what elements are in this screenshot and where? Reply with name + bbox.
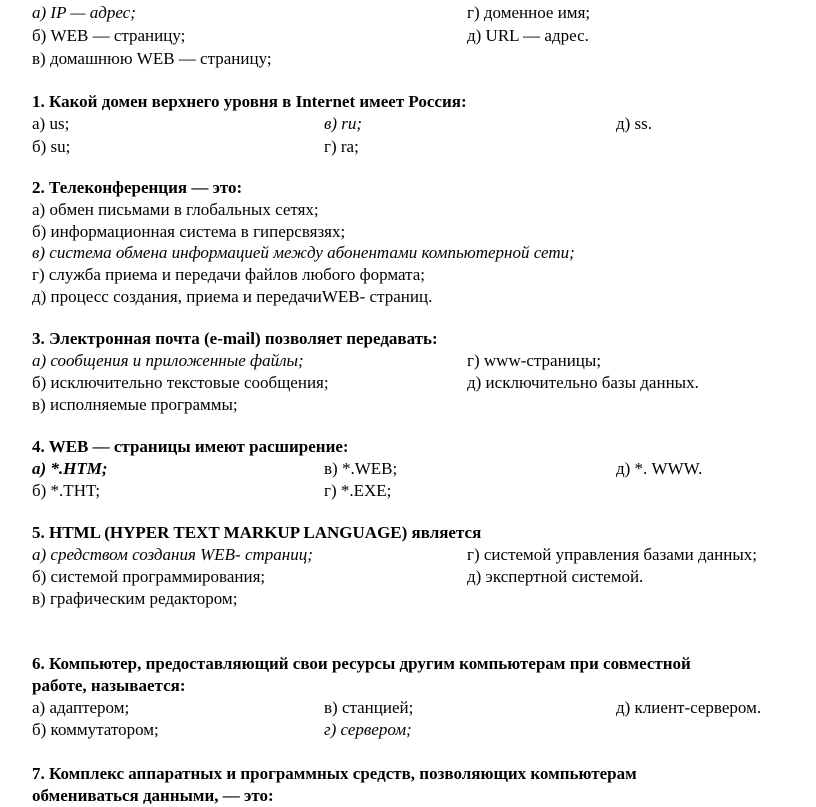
intro-option-g: г) доменное имя; <box>467 3 591 22</box>
q2-option-b: б) информационная система в гиперсвязях; <box>32 222 346 241</box>
q4-option-d: д) *. WWW. <box>616 459 703 478</box>
q6-option-b: б) коммутатором; <box>32 720 159 739</box>
q3-option-b: б) исключительно текстовые сообщения; <box>32 373 329 392</box>
q1-option-b: б) su; <box>32 137 71 156</box>
intro-option-d: д) URL — адрес. <box>467 26 589 45</box>
question-5-title: 5. HTML (HYPER TEXT MARKUP LANGUAGE) является <box>32 523 482 542</box>
intro-option-a: а) IP — адрес; <box>32 3 136 22</box>
q1-option-g: г) ra; <box>324 137 359 156</box>
intro-option-b: б) WEB — страницу; <box>32 26 186 45</box>
q3-option-g: г) www-страницы; <box>467 351 602 370</box>
q4-option-b: б) *.THT; <box>32 481 101 500</box>
q3-option-a: а) сообщения и приложенные файлы; <box>32 351 304 370</box>
q2-option-d: д) процесс создания, приема и передачиWEB- страниц. <box>32 287 433 306</box>
intro-option-v: в) домашнюю WEB — страницу; <box>32 49 272 68</box>
q1-option-d: д) ss. <box>616 114 653 133</box>
question-3-title: 3. Электронная почта (e-mail) позволяет передавать: <box>32 329 438 348</box>
q2-option-g: г) служба приема и передачи файлов любого формата; <box>32 265 426 284</box>
question-1-title: 1. Какой домен верхнего уровня в Internet имеет Россия: <box>32 92 467 111</box>
q2-option-v: в) система обмена информацией между абонентами компьютерной сети; <box>32 243 575 262</box>
question-6-title-line1: 6. Компьютер, предоставляющий свои ресурсы другим компьютерам при совместной <box>32 654 691 673</box>
q2-option-a: а) обмен письмами в глобальных сетях; <box>32 200 319 219</box>
q3-option-d: д) исключительно базы данных. <box>467 373 699 392</box>
q5-option-d: д) экспертной системой. <box>467 567 644 586</box>
q6-option-a: а) адаптером; <box>32 698 130 717</box>
q5-option-a: а) средством создания WEB- страниц; <box>32 545 313 564</box>
q6-option-g: г) сервером; <box>324 720 412 739</box>
question-6-title-line2: работе, называется: <box>32 676 186 695</box>
q6-option-v: в) станцией; <box>324 698 414 717</box>
q4-option-a: а) *.HTM; <box>32 459 108 478</box>
question-4-title: 4. WEB — страницы имеют расширение: <box>32 437 349 456</box>
q5-option-b: б) системой программирования; <box>32 567 266 586</box>
question-7-title-line2: обмениваться данными, — это: <box>32 786 274 805</box>
question-7-title-line1: 7. Комплекс аппаратных и программных средств, позволяющих компьютерам <box>32 764 637 783</box>
question-2-title: 2. Телеконференция — это: <box>32 178 243 197</box>
q6-option-d: д) клиент-сервером. <box>616 698 762 717</box>
q3-option-v: в) исполняемые программы; <box>32 395 238 414</box>
q5-option-v: в) графическим редактором; <box>32 589 238 608</box>
q4-option-v: в) *.WEB; <box>324 459 398 478</box>
q1-option-v: в) ru; <box>324 114 363 133</box>
q5-option-g: г) системой управления базами данных; <box>467 545 757 564</box>
q1-option-a: а) us; <box>32 114 70 133</box>
q4-option-g: г) *.EXE; <box>324 481 392 500</box>
